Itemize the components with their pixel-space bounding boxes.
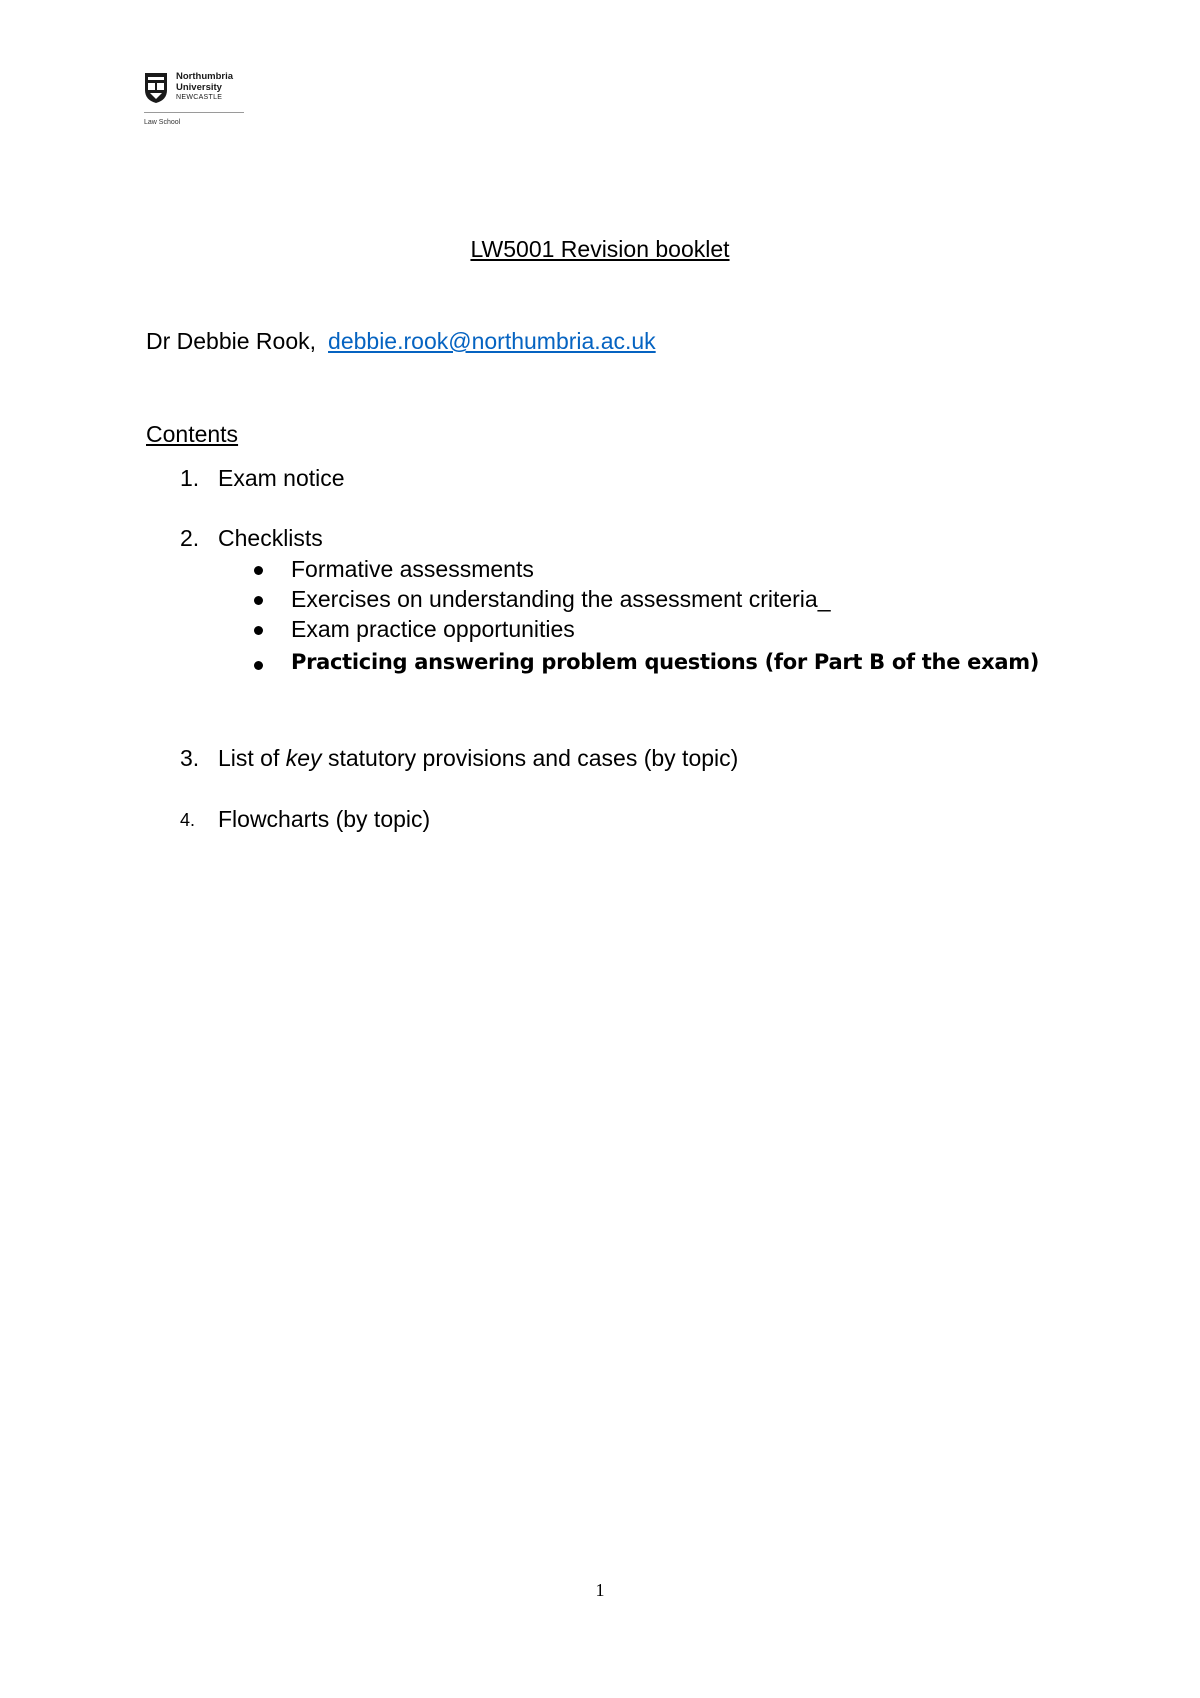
contents-item-number: 2. — [180, 525, 200, 551]
bullet-text: Formative assessments — [291, 556, 534, 582]
bullet-icon — [254, 596, 263, 605]
logo-line-1: Northumbria — [176, 71, 233, 82]
text-before: List of — [218, 745, 286, 771]
contents-heading: Contents — [146, 421, 239, 447]
contents-item-3 — [0, 745, 1200, 775]
contents-item-4 — [0, 806, 1200, 836]
bullet-text: Exercises on understanding the assessment criteria_ — [291, 586, 831, 612]
logo-line-3: NEWCASTLE — [176, 94, 223, 101]
author-line — [146, 328, 656, 355]
bullet-icon — [254, 626, 263, 635]
text-after: statutory provisions and cases (by topic) — [321, 745, 739, 771]
bullet-icon — [254, 661, 263, 670]
contents-item-text — [218, 745, 738, 772]
university-logo — [144, 72, 248, 132]
contents-item-number: 1. — [180, 465, 200, 491]
contents-item-text: Flowcharts (by topic) — [218, 806, 431, 832]
bullet-item — [0, 556, 1200, 586]
author-email-link[interactable]: debbie.rook@northumbria.ac.uk — [328, 328, 656, 354]
contents-item-number: 3. — [180, 745, 200, 771]
bullet-item — [0, 586, 1200, 616]
author-name: Dr Debbie Rook, — [146, 328, 317, 354]
document-title: LW5001 Revision booklet — [470, 236, 730, 262]
bullet-icon — [254, 566, 263, 575]
logo-wordmark — [176, 72, 233, 104]
logo-line-2: University — [176, 82, 222, 93]
bullet-text: Practicing answering problem questions (for Part B of the exam) — [291, 650, 1040, 674]
logo-divider — [144, 112, 244, 113]
bullet-item — [0, 616, 1200, 646]
bullet-item — [0, 650, 1200, 680]
contents-item-number: 4. — [180, 810, 196, 830]
contents-item-text: Exam notice — [218, 465, 345, 491]
logo-school-name: Law School — [144, 119, 181, 126]
contents-item-1 — [0, 465, 1200, 495]
text-emphasis: key — [285, 745, 322, 771]
page-number: 1 — [595, 1580, 605, 1600]
bullet-text: Exam practice opportunities — [291, 616, 575, 642]
contents-item-2 — [0, 525, 1200, 555]
crest-icon — [144, 72, 168, 104]
contents-item-text: Checklists — [218, 525, 323, 551]
